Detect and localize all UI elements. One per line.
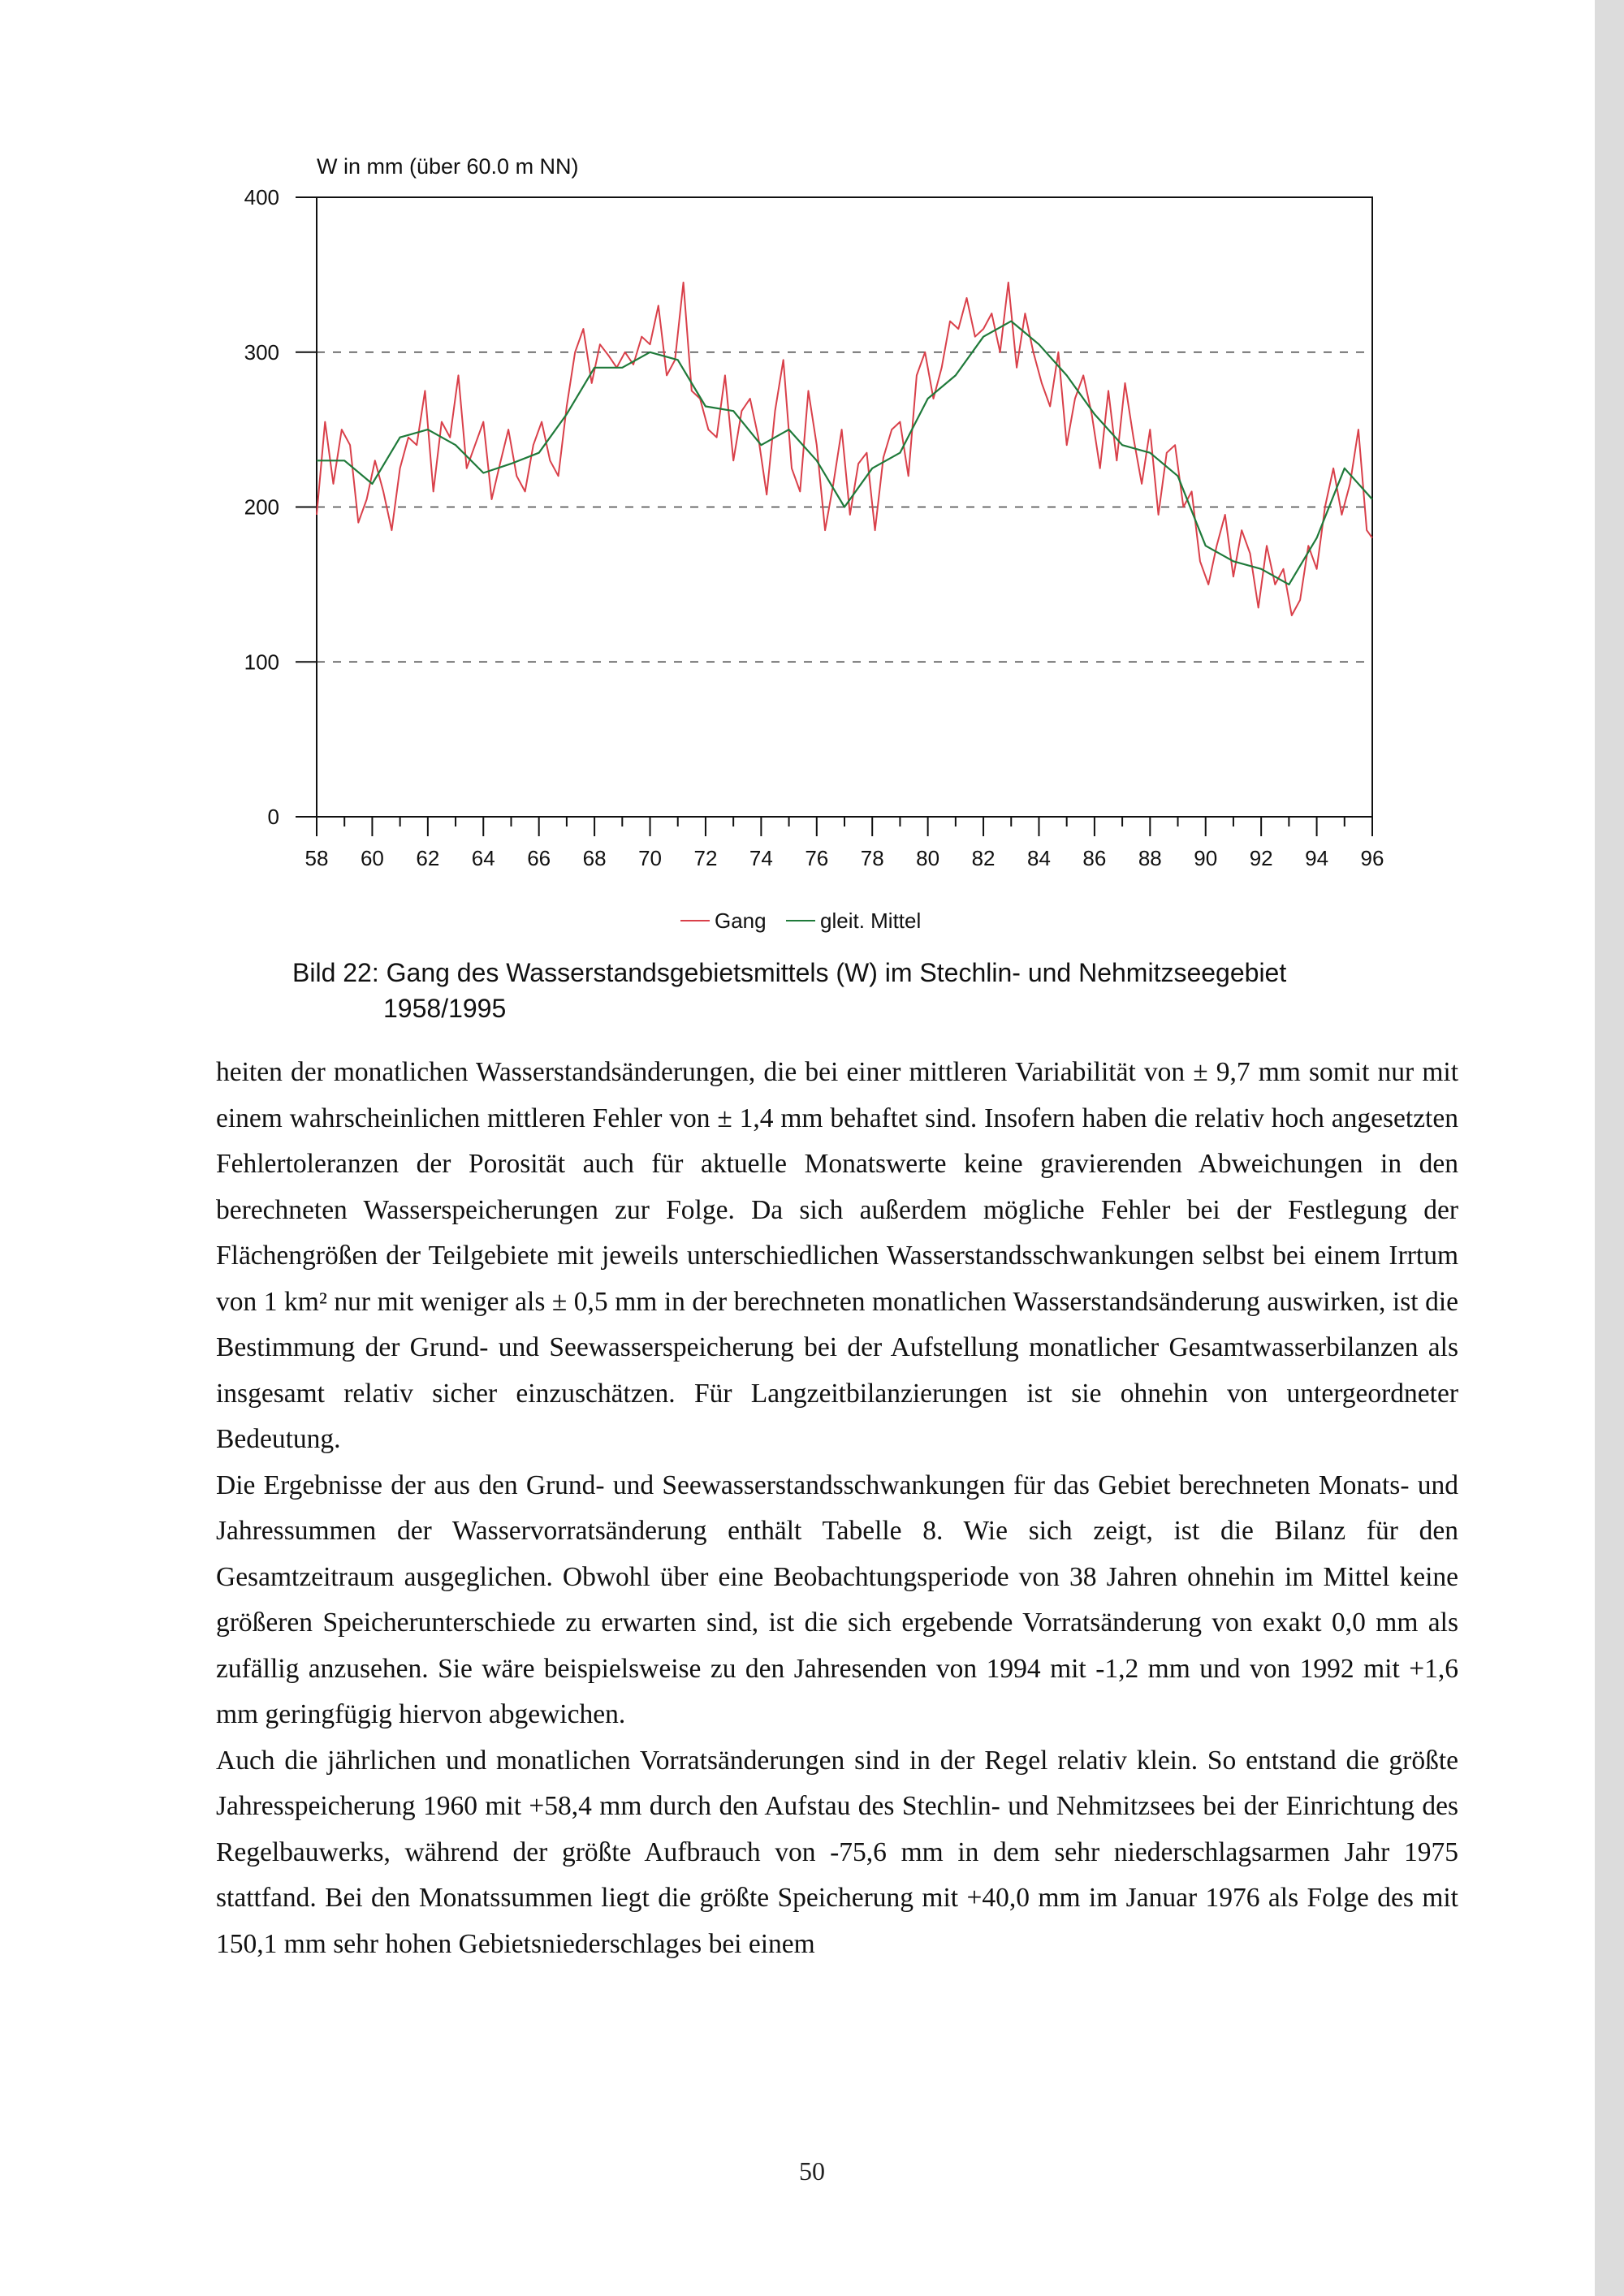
water-level-chart xyxy=(0,0,1624,942)
x-tick-label-94: 94 xyxy=(1305,846,1329,870)
x-tick-label-70: 70 xyxy=(638,846,662,870)
caption-line-2: 1958/1995 xyxy=(383,994,507,1023)
x-tick-label-80: 80 xyxy=(916,846,940,870)
x-tick-label-82: 82 xyxy=(971,846,996,870)
page-number: 50 xyxy=(799,2156,825,2186)
x-tick-label-64: 64 xyxy=(471,846,495,870)
x-tick-label-78: 78 xyxy=(860,846,884,870)
y-tick-label-200: 200 xyxy=(244,494,279,520)
plot-area xyxy=(317,283,1372,615)
legend-mittel-label: gleit. Mittel xyxy=(820,908,922,933)
paragraph-2: Die Ergebnisse der aus den Grund- und Seewasserstandsschwankungen für das Gebiet berechneten Monats- und Jahressummen der Wasservorratsänderung enthält Tabelle 8. Wie sich zeigt, ist die Bilanz für den Gesamtzeitraum ausgeglichen. Obwohl über eine Beobachtungsperiode von 38 Jahren ohnehin im Mittel keine größeren Speicherunterschiede zu erwarten sind, ist die sich ergebende Vorratsänderung von exakt 0,0 mm als zufällig anzusehen. Sie wäre beispielsweise zu den Jahresenden von 1994 mit -1,2 mm und von 1992 mit +1,6 mm geringfügig hiervon abgewichen. xyxy=(216,1470,1458,1729)
x-tick-label-88: 88 xyxy=(1138,846,1162,870)
x-tick-label-96: 96 xyxy=(1360,846,1384,870)
y-tick-label-400: 400 xyxy=(244,185,279,209)
y-axis-label: W in mm (über 60.0 m NN) xyxy=(317,154,579,179)
x-tick-label-76: 76 xyxy=(805,846,829,870)
x-tick-label-72: 72 xyxy=(693,846,718,870)
x-tick-label-92: 92 xyxy=(1249,846,1273,870)
body-text xyxy=(216,1050,1458,1967)
legend-gang-label: Gang xyxy=(715,908,767,933)
x-axis xyxy=(305,817,1384,870)
x-tick-label-90: 90 xyxy=(1194,846,1218,870)
x-tick-label-68: 68 xyxy=(582,846,607,870)
series-gang-line xyxy=(317,283,1372,615)
caption-line-1: Bild 22: Gang des Wasserstandsgebietsmittels (W) im Stechlin- und Nehmitzseegebiet xyxy=(292,958,1287,987)
x-tick-label-60: 60 xyxy=(360,846,384,870)
figure-caption xyxy=(292,955,1429,1026)
paragraph-3: Auch die jährlichen und monatlichen Vorratsänderungen sind in der Regel relativ klein. So entstand die größte Jahresspeicherung 1960 mit +58,4 mm durch den Aufstau des Stechlin- und Nehmitzsees bei der Einrichtung des Regelbauwerks, während der größte Aufbrauch von -75,6 mm in dem sehr niederschlagsarmen Jahr 1975 stattfand. Bei den Monatssummen liegt die größte Speicherung mit +40,0 mm im Januar 1976 als Folge des mit 150,1 mm sehr hohen Gebietsniederschlages bei einem xyxy=(216,1745,1458,1959)
x-tick-label-58: 58 xyxy=(304,846,329,870)
x-tick-label-66: 66 xyxy=(527,846,551,870)
y-tick-label-0: 0 xyxy=(267,805,279,829)
y-tick-label-100: 100 xyxy=(244,650,279,675)
y-tick-label-300: 300 xyxy=(244,339,279,365)
paragraph-1: heiten der monatlichen Wasserstandsänderungen, die bei einer mittleren Variabilität von ± 9,7 mm somit nur mit einem wahrscheinlichen mittleren Fehler von ± 1,4 mm behaftet sind. Insofern haben die relativ hoch angesetzten Fehlertoleranzen der Porosität auch für aktuelle Monatswerte keine gravierenden Abweichungen in den berechneten Wasserspeicherungen zur Folge. Da sich außerdem mögliche Fehler bei der Festlegung der Flächengrößen der Teilgebiete mit jeweils unterschiedlichen Wasserstandsschwankungen selbst bei einem Irrtum von 1 km² nur mit weniger als ± 0,5 mm in der berechneten monatlichen Wasserstandsänderung auswirken, ist die Bestimmung der Grund- und Seewasserspeicherung bei der Aufstellung monatlicher Gesamtwasserbilanzen als insgesamt relativ sicher einzuschätzen. Für Langzeitbilanzierungen ist sie ohnehin von untergeordneter Bedeutung. xyxy=(216,1057,1458,1454)
y-axis xyxy=(244,185,317,829)
x-tick-label-86: 86 xyxy=(1082,846,1107,870)
x-tick-label-74: 74 xyxy=(749,846,773,870)
legend xyxy=(680,908,921,933)
x-tick-label-62: 62 xyxy=(416,846,440,870)
x-tick-label-84: 84 xyxy=(1027,846,1051,870)
